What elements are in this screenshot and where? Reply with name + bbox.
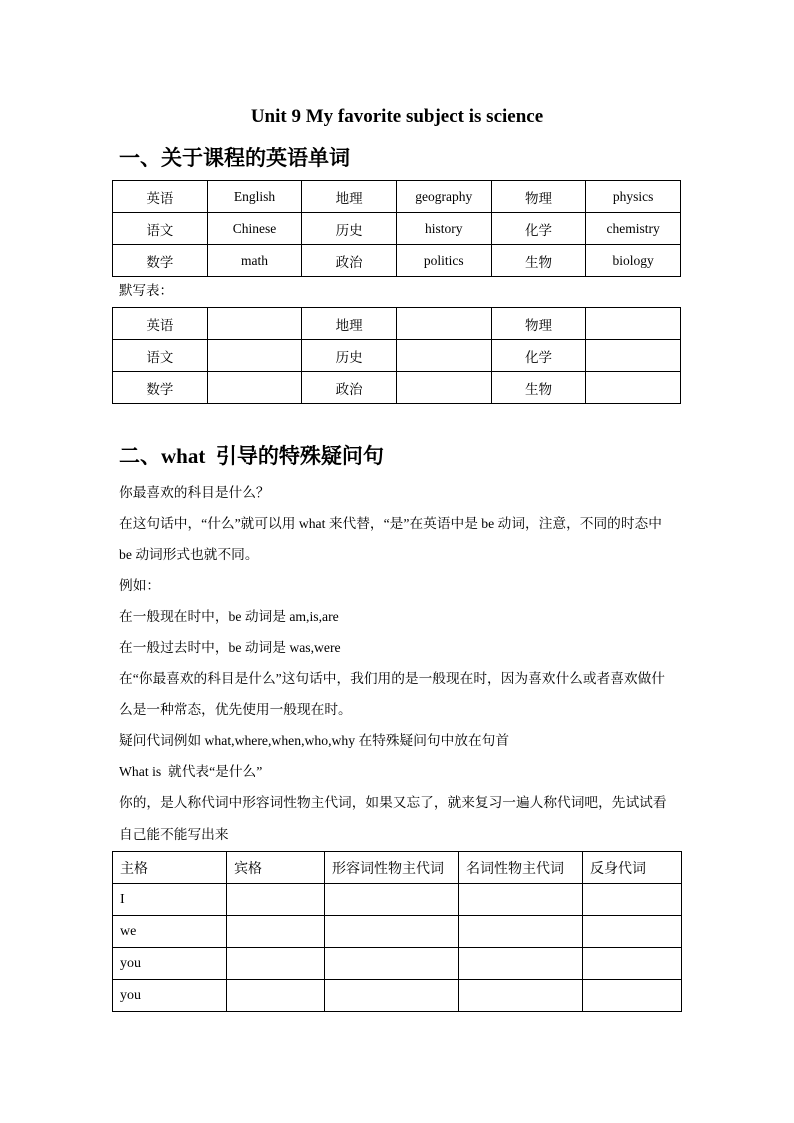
dictation-row: [113, 340, 681, 372]
pronoun-answer-blank: [227, 980, 325, 1012]
pronoun-answer-blank: [459, 980, 583, 1012]
dictation-subject-label: 生物: [491, 372, 586, 404]
pronoun-row: [113, 884, 682, 916]
dictation-answer-blank: [586, 372, 681, 404]
pronoun-subject-cell: you: [113, 980, 227, 1012]
text-line: 么是一种常态，优先使用一般现在时。: [119, 702, 352, 718]
dictation-answer-blank: [207, 308, 302, 340]
text-line: What is 就代表“是什么”: [119, 764, 263, 780]
vocab-row: [113, 213, 681, 245]
subject-chinese-name: 政治: [302, 245, 397, 277]
pronoun-answer-blank: [325, 948, 459, 980]
pronoun-subject-cell: I: [113, 884, 227, 916]
subject-chinese-name: 数学: [113, 245, 208, 277]
dictation-answer-blank: [396, 340, 491, 372]
dictation-subject-label: 英语: [113, 308, 208, 340]
vocab-table: [112, 180, 681, 277]
pronoun-answer-blank: [583, 980, 682, 1012]
pronoun-answer-blank: [459, 916, 583, 948]
section-2-heading: 二、what 引导的特殊疑问句: [119, 444, 384, 468]
text-line: 疑问代词例如 what,where,when,who,why 在特殊疑问句中放在句首: [119, 733, 510, 749]
pronoun-row: [113, 916, 682, 948]
dictation-table: [112, 307, 681, 404]
subject-chinese-name: 英语: [113, 181, 208, 213]
pronoun-row: [113, 948, 682, 980]
subject-chinese-name: 历史: [302, 213, 397, 245]
document-title: Unit 9 My favorite subject is science: [250, 106, 544, 127]
subject-english-name: history: [396, 213, 491, 245]
subject-english-name: biology: [586, 245, 681, 277]
pronoun-answer-blank: [227, 916, 325, 948]
subject-english-name: politics: [396, 245, 491, 277]
subject-english-name: English: [207, 181, 302, 213]
text-line: 在一般过去时中，be 动词是 was,were: [119, 639, 341, 655]
text-line: 在这句话中，“什么”就可以用 what 来代替，“是”在英语中是 be 动词，注意，不同的时态中: [119, 515, 662, 531]
pronoun-header-cell: 形容词性物主代词: [325, 852, 459, 884]
dictation-subject-label: 语文: [113, 340, 208, 372]
dictation-label: 默写表：: [119, 283, 173, 298]
pronoun-answer-blank: [227, 948, 325, 980]
text-line: 自己能不能写出来: [119, 826, 229, 842]
subject-english-name: Chinese: [207, 213, 302, 245]
subject-english-name: physics: [586, 181, 681, 213]
pronoun-answer-blank: [459, 948, 583, 980]
vocab-row: [113, 181, 681, 213]
dictation-subject-label: 地理: [302, 308, 397, 340]
pronoun-answer-blank: [325, 884, 459, 916]
dictation-answer-blank: [396, 308, 491, 340]
subject-english-name: math: [207, 245, 302, 277]
vocab-row: [113, 245, 681, 277]
pronoun-answer-blank: [325, 980, 459, 1012]
dictation-row: [113, 308, 681, 340]
subject-chinese-name: 生物: [491, 245, 586, 277]
dictation-row: [113, 372, 681, 404]
text-line: 你的，是人称代词中形容词性物主代词，如果又忘了，就来复习一遍人称代词吧，先试试看: [119, 795, 667, 811]
pronoun-header-cell: 宾格: [227, 852, 325, 884]
pronoun-header-row: [113, 852, 682, 884]
pronoun-row: [113, 980, 682, 1012]
subject-english-name: geography: [396, 181, 491, 213]
section-1-heading: 一、关于课程的英语单词: [119, 146, 350, 170]
dictation-subject-label: 政治: [302, 372, 397, 404]
pronoun-answer-blank: [583, 884, 682, 916]
pronoun-table: [112, 851, 682, 1012]
subject-chinese-name: 物理: [491, 181, 586, 213]
text-line: 你最喜欢的科目是什么？: [119, 484, 270, 500]
pronoun-subject-cell: you: [113, 948, 227, 980]
dictation-subject-label: 数学: [113, 372, 208, 404]
dictation-subject-label: 历史: [302, 340, 397, 372]
subject-chinese-name: 地理: [302, 181, 397, 213]
pronoun-answer-blank: [325, 916, 459, 948]
text-line: 在“你最喜欢的科目是什么”这句话中，我们用的是一般现在时，因为喜欢什么或者喜欢做什: [119, 671, 665, 687]
pronoun-header-cell: 主格: [113, 852, 227, 884]
pronoun-answer-blank: [459, 884, 583, 916]
dictation-subject-label: 化学: [491, 340, 586, 372]
pronoun-header-cell: 名词性物主代词: [459, 852, 583, 884]
subject-english-name: chemistry: [586, 213, 681, 245]
dictation-answer-blank: [207, 340, 302, 372]
pronoun-header-cell: 反身代词: [583, 852, 682, 884]
text-line: 例如：: [119, 577, 161, 593]
explanation-text: [119, 477, 667, 850]
dictation-answer-blank: [586, 308, 681, 340]
dictation-subject-label: 物理: [491, 308, 586, 340]
pronoun-answer-blank: [583, 948, 682, 980]
dictation-answer-blank: [207, 372, 302, 404]
dictation-answer-blank: [586, 340, 681, 372]
text-line: 在一般现在时中，be 动词是 am,is,are: [119, 608, 339, 624]
subject-chinese-name: 化学: [491, 213, 586, 245]
pronoun-answer-blank: [227, 884, 325, 916]
pronoun-answer-blank: [583, 916, 682, 948]
text-line: be 动词形式也就不同。: [119, 546, 259, 562]
pronoun-subject-cell: we: [113, 916, 227, 948]
subject-chinese-name: 语文: [113, 213, 208, 245]
dictation-answer-blank: [396, 372, 491, 404]
